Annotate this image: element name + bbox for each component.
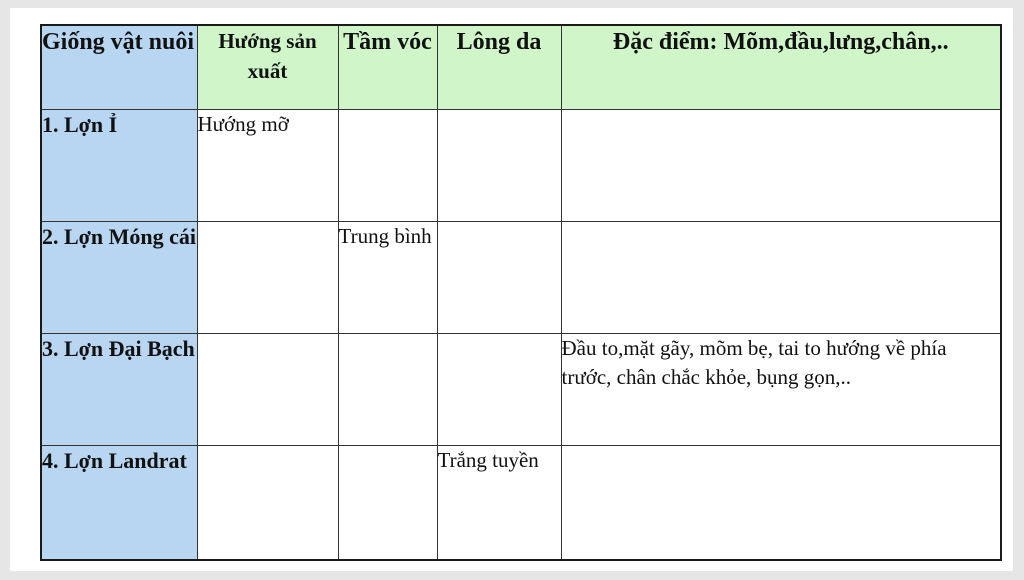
production-direction-cell: Hướng mỡ <box>197 109 338 221</box>
header-coat: Lông da <box>437 25 561 109</box>
characteristics-cell <box>561 109 1001 221</box>
table-row <box>41 109 1001 221</box>
characteristics-cell <box>561 445 1001 560</box>
production-direction-cell <box>197 221 338 333</box>
header-breed: Giống vật nuôi <box>41 25 197 109</box>
body-size-cell <box>338 109 437 221</box>
header-row <box>41 25 1001 109</box>
coat-cell <box>437 333 561 445</box>
breed-label: 2. Lợn Móng cái <box>41 221 197 333</box>
body-size-cell <box>338 445 437 560</box>
breed-label: 4. Lợn Landrat <box>41 445 197 560</box>
body-size-cell <box>338 333 437 445</box>
characteristics-cell: Đầu to,mặt gãy, mõm bẹ, tai to hướng về phía trước, chân chắc khỏe, bụng gọn,.. <box>561 333 1001 445</box>
breed-label: 3. Lợn Đại Bạch <box>41 333 197 445</box>
header-characteristics: Đặc điểm: Mõm,đầu,lưng,chân,.. <box>561 25 1001 109</box>
coat-cell <box>437 109 561 221</box>
table-row <box>41 445 1001 560</box>
production-direction-cell <box>197 333 338 445</box>
body-size-cell: Trung bình <box>338 221 437 333</box>
header-body-size: Tầm vóc <box>338 25 437 109</box>
coat-cell <box>437 221 561 333</box>
production-direction-cell <box>197 445 338 560</box>
coat-cell: Trắng tuyền <box>437 445 561 560</box>
breed-comparison-table <box>40 24 1002 561</box>
table-row <box>41 221 1001 333</box>
table-row <box>41 333 1001 445</box>
header-production-direction: Hướng sản xuất <box>197 25 338 109</box>
characteristics-cell <box>561 221 1001 333</box>
breed-label: 1. Lợn Ỉ <box>41 109 197 221</box>
